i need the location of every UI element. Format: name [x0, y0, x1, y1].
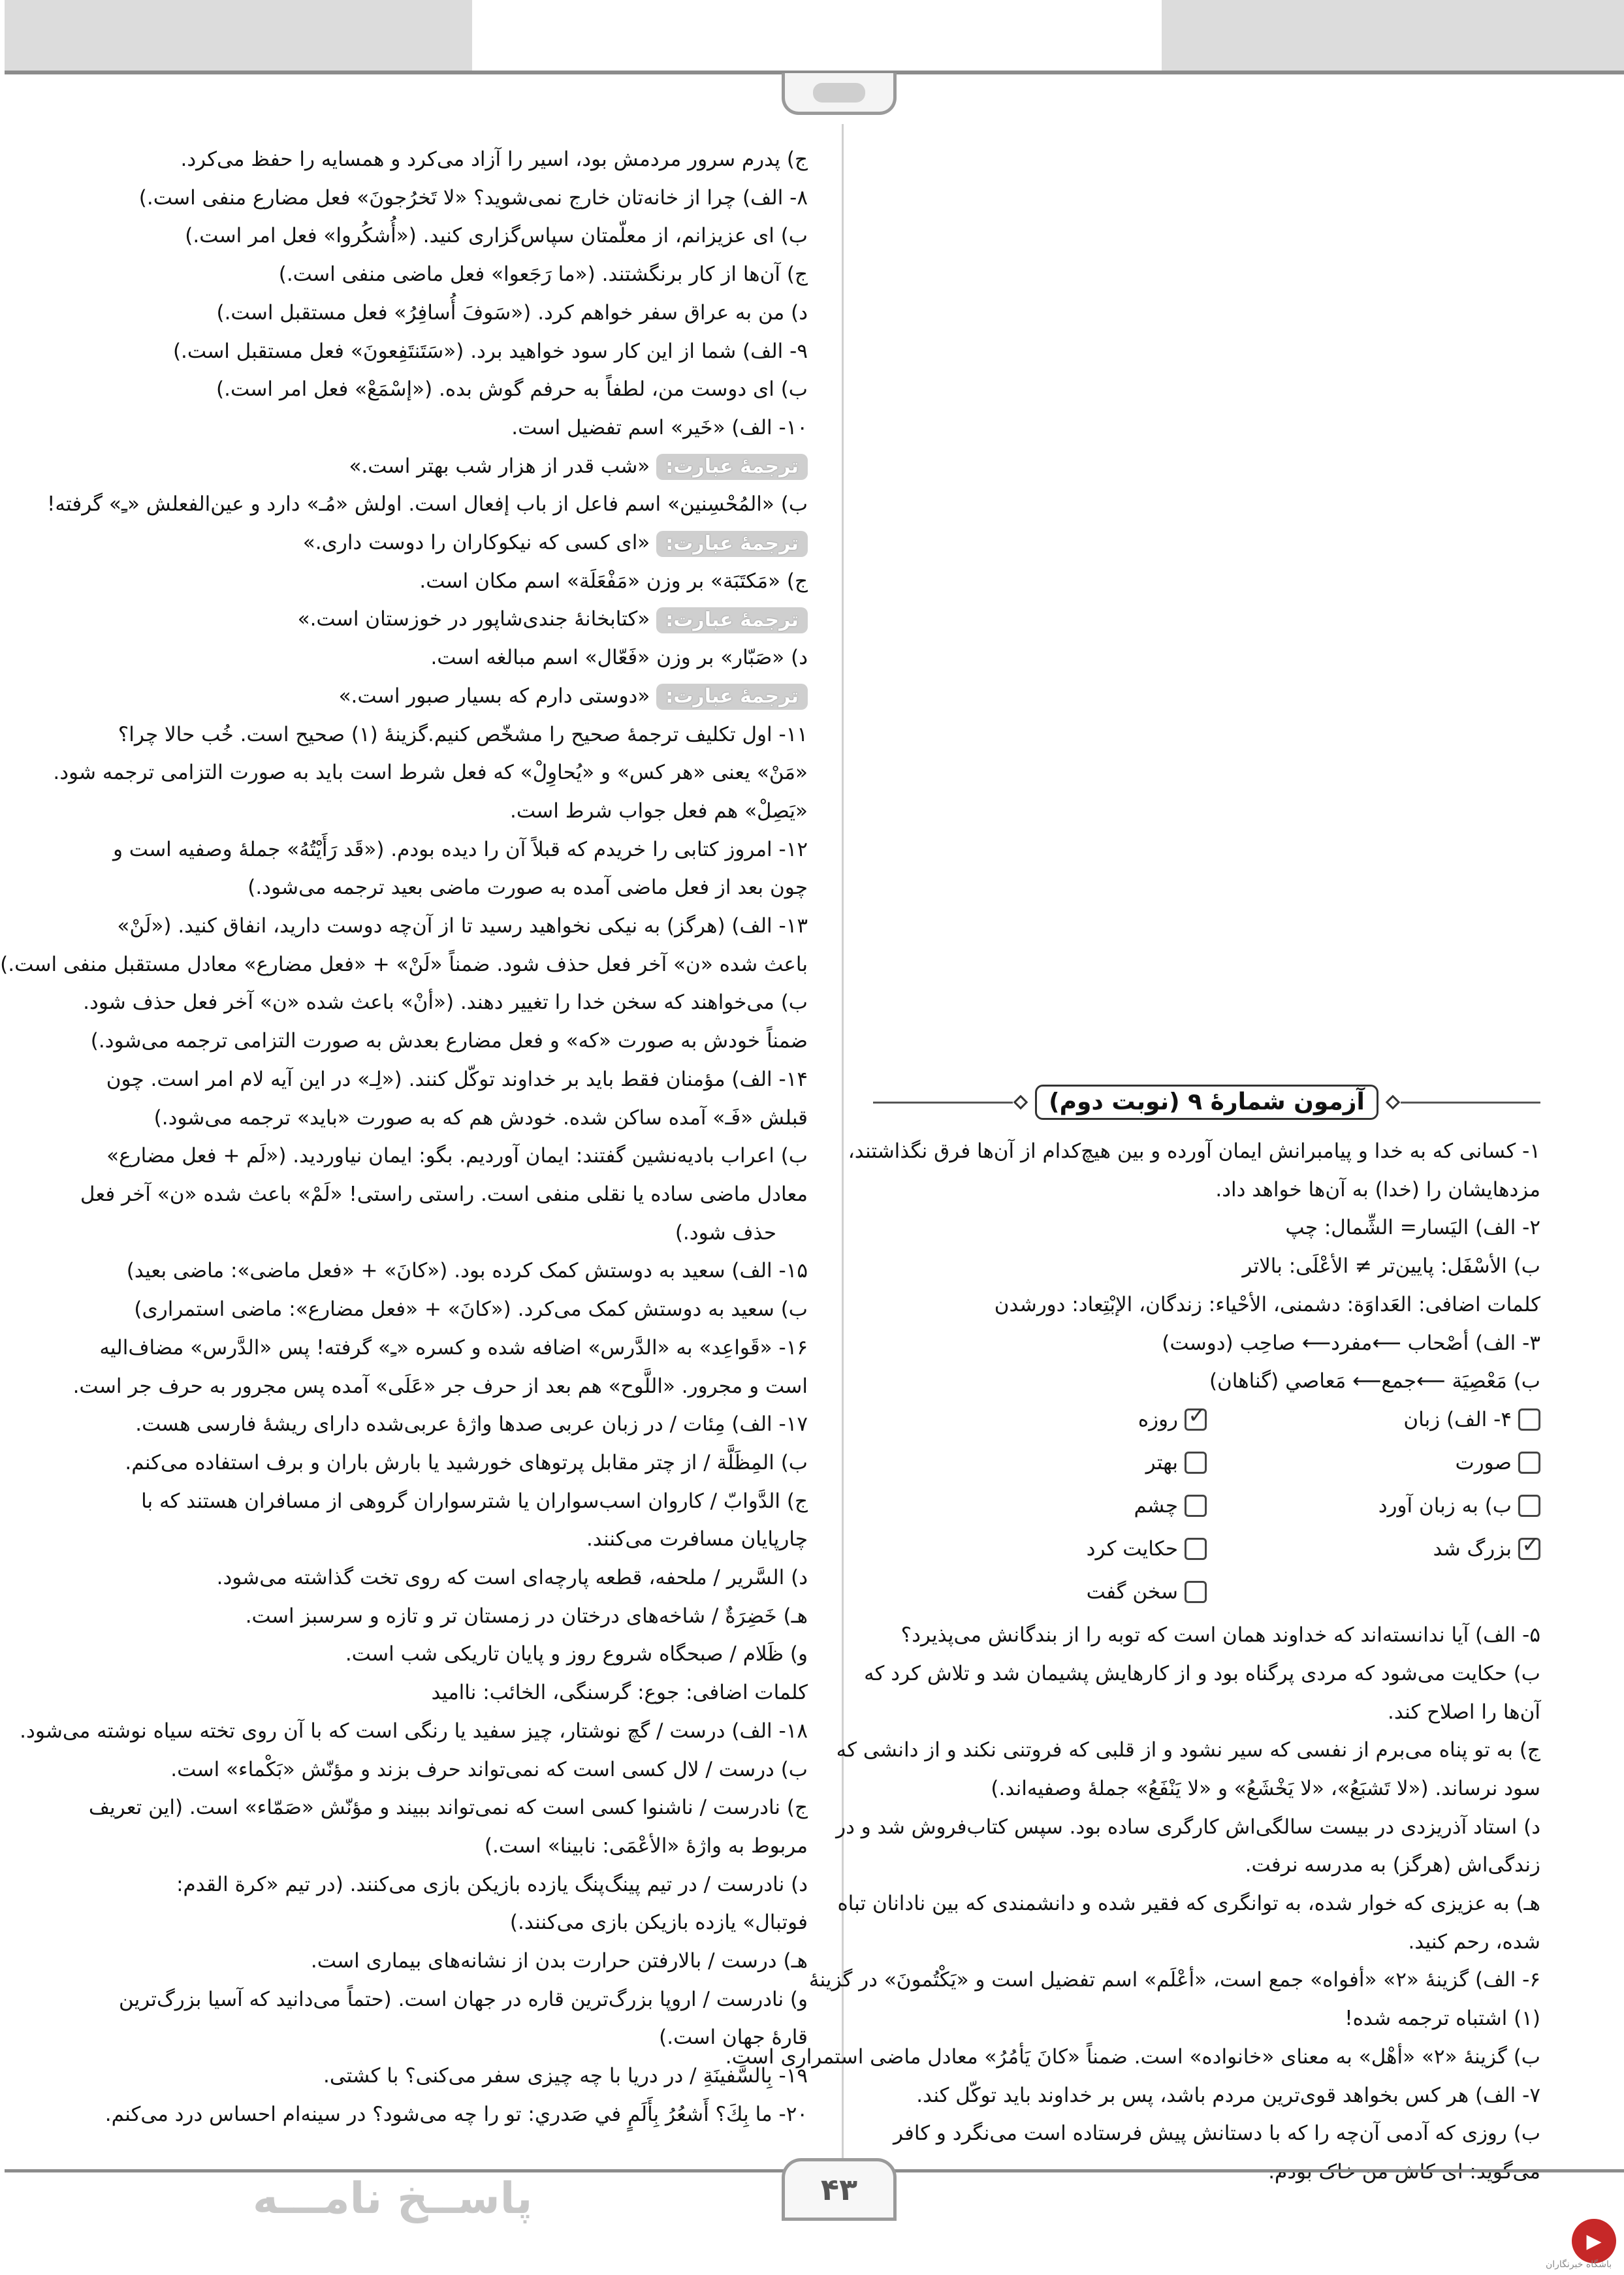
- right-line: [873, 1693, 1540, 1732]
- checkbox-label: سخن گفت: [1086, 1580, 1178, 1604]
- left-line: [91, 1444, 808, 1482]
- left-line-text: ج) «مَکتَبَة» بر وزن «مَفْعَلَة» اسم مکان است.: [419, 569, 808, 593]
- left-line-text: است و مجرور. «اللَّوح» هم بعد از حرف جر «عَلَی» آمده پس مجرور به حرف جر است.: [72, 1374, 808, 1398]
- checkbox-answers: [873, 1401, 1540, 1616]
- right-line-text: د) استاد آذریزدی در بیست سالگی‌اش کارگری ساده بود. سپس کتاب‌فروش شد و در: [836, 1815, 1540, 1839]
- left-line-text: ۱۲- امروز کتابی را خریدم که قبلاً آن را دیده بودم. («قَد رَأَیْتُهُ» جملهٔ وصفیه است و: [112, 837, 808, 861]
- left-line: [91, 332, 808, 371]
- left-line: [91, 409, 808, 447]
- left-line: [91, 2018, 808, 2057]
- right-line: [873, 1324, 1540, 1363]
- footer-brand: پاســخ نامـــه: [253, 2173, 533, 2223]
- right-line-text: آن‌ها را اصلاح کند.: [1388, 1700, 1540, 1724]
- right-line: [864, 1655, 1540, 1693]
- left-line: [83, 983, 808, 1022]
- left-line: [53, 754, 808, 792]
- left-line: [91, 1022, 808, 1060]
- left-line: [91, 1981, 808, 2019]
- checkbox-label: ب) به زبان آورد: [1378, 1494, 1512, 1518]
- right-line: [873, 1286, 1540, 1324]
- left-line-text: ج) پدرم سرور مردمش بود، اسیر را آزاد می‌کرد و همسایه را حفظ می‌کرد.: [180, 148, 808, 171]
- heading-rule-right: [1401, 1102, 1540, 1104]
- right-line: [873, 1846, 1540, 1885]
- right-line-text: ۳- الف) أصْحاب ⟵مفرد⟵ صاحِب (دوست): [1162, 1331, 1540, 1355]
- left-line-text: هـ) خَضِرَةٌ / شاخه‌های درختان در زمستان تر و تازه و سرسبز است.: [245, 1604, 808, 1628]
- checkbox-label: روزه: [1138, 1407, 1178, 1431]
- translation-tag: ترجمهٔ عبارت:: [656, 684, 808, 710]
- left-line: [91, 2057, 808, 2095]
- left-line-text: چون بعد از فعل ماضی آمده به صورت ماضی بعید ترجمه می‌شود.): [247, 876, 808, 900]
- translation-tag: ترجمهٔ عبارت:: [656, 454, 808, 480]
- left-line-text: ۱۰- الف) «خَیر» اسم تفضیل است.: [511, 415, 808, 439]
- right-line: [873, 1616, 1540, 1655]
- checkbox-label: ۴- الف) زبان: [1403, 1407, 1512, 1431]
- checkbox-answer: [1207, 1573, 1540, 1616]
- left-line-text: چارپایان مسافرت می‌کنند.: [586, 1527, 808, 1551]
- header-logo-tab: [782, 73, 897, 115]
- checkbox-answer: [1207, 1401, 1540, 1444]
- left-line-text: ج) نادرست / ناشنوا کسی است که نمی‌تواند ببیند و مؤنّش «صَمّاء» است. (این تعریف: [88, 1796, 808, 1820]
- header-logo-icon: [813, 83, 865, 103]
- left-line: [0, 946, 808, 984]
- checkbox-answer: [873, 1530, 1207, 1573]
- right-line-text: (۱) اشتباه ترجمه شده!: [1345, 2007, 1540, 2031]
- left-line: [91, 370, 808, 409]
- left-line: [91, 294, 808, 332]
- left-line: [91, 1290, 808, 1329]
- left-line: [91, 1405, 808, 1444]
- left-line-text: فوتبال» یازده بازیکن بازی می‌کنند.): [509, 1911, 808, 1935]
- watermark-logo-icon: ▶: [1572, 2219, 1616, 2263]
- left-line-text: «دوستی دارم که بسیار صبور است.»: [338, 684, 650, 708]
- left-line: [91, 447, 808, 486]
- right-line-text: ۶- الف) گزینهٔ «۲» «أفواه» جمع است، «أعْلَم» اسم تفضیل است و «یَکْتُمونَ» در گزینهٔ: [808, 1968, 1540, 1992]
- right-line-text: ۲- الف) الیَسار= الشِّمال: چپ: [1285, 1216, 1540, 1240]
- left-line-text: «یَصِلْ» هم فعل جواب شرط است.: [509, 799, 808, 823]
- right-line: [836, 1808, 1540, 1847]
- left-line-text: ب) اعراب بادیه‌نشین گفتند: ایمان آوردیم. بگو: ایمان نیاوردید. («لَم + فعل مضارع»: [106, 1144, 808, 1168]
- right-line-text: شده، رحم کنید.: [1408, 1930, 1540, 1954]
- right-line-text: ب) گزینهٔ «۲» «أهْل» به معنای «خانواده» است. ضمناً «کانَ یَأمُرُ» معادل ماضی استمراری است.: [725, 2044, 1540, 2069]
- left-line-text: «ای کسی که نیکوکاران را دوست داری.»: [302, 531, 650, 555]
- left-line: [91, 677, 808, 716]
- left-line-text: ۱۸- الف) درست / گچ نوشتار، چیز سفید یا رنگی است که با آن روی تخته سیاه نوشته می‌شود.: [20, 1719, 808, 1743]
- left-line: [91, 639, 808, 677]
- left-line-text: ب) «المُحْسِنین» اسم فاعل از باب إفعال است. اولش «مُـ» دارد و عین‌الفعلش «ـِ» گرفته!: [46, 492, 808, 517]
- right-line: [873, 1999, 1540, 2038]
- right-line-text: ۷- الف) هر کس بخواهد قوی‌ترین مردم باشد، پس بر خداوند باید توکّل کند.: [916, 2083, 1540, 2107]
- right-line: [873, 1171, 1540, 1209]
- exam-heading: [873, 1084, 1540, 1121]
- checkbox-label: حکایت کرد: [1086, 1537, 1178, 1561]
- top-gray-panel-left: [5, 0, 472, 71]
- right-line-text: ب) روزی که آدمی آن‌چه را که با دستانش پیش فرستاده است می‌نگرد و کافر: [893, 2122, 1540, 2146]
- right-line: [836, 1731, 1540, 1770]
- right-line-text: ۵- الف) آیا ندانسته‌اند که خداوند همان است که توبه را از بندگانش می‌پذیرد؟: [900, 1623, 1540, 1647]
- left-line: [91, 1099, 808, 1138]
- left-line: [91, 600, 808, 639]
- left-line-text: «شب قدر از هزار شب بهتر است.»: [349, 454, 650, 478]
- right-line-text: کلمات اضافی: العَداوَة: دشمنی، الأحْیاء: زندگان، الإبْتِعاد: دورشدن: [994, 1292, 1540, 1316]
- right-line: [873, 1770, 1540, 1808]
- left-line-text: ب) المِظَلَّة / از چتر مقابل پرتوهای خورشید یا بارش باران و برف استفاده می‌کنم.: [125, 1450, 808, 1474]
- empty-box-icon: [1185, 1495, 1207, 1517]
- left-line-text: ۱۹- بِالسَّفینَةِ / در دریا با چه چیزی سفر می‌کنی؟ با کشتی.: [323, 2064, 808, 2088]
- left-line-text: ب) ای دوست من، لطفاً به حرفم گوش بده. («إسْمَعْ» فعل امر است.): [216, 377, 808, 402]
- left-line: [91, 907, 808, 946]
- left-line-text: قارهٔ جهان است.): [659, 2026, 808, 2050]
- left-line: [80, 1175, 808, 1214]
- left-line-text: ب) سعید به دوستش کمک می‌کرد. («کانَ» + «فعل مضارع»: ماضی استمراری): [134, 1297, 808, 1322]
- right-line-text: زندگی‌اش (هرگز) به مدرسه نرفت.: [1245, 1853, 1540, 1877]
- checkbox-answer: [873, 1487, 1207, 1530]
- left-line-text: ب) درست / لال کسی است که نمی‌تواند حرف بزند و مؤنّش «بَکْماء» است.: [170, 1757, 808, 1781]
- right-line: [848, 1132, 1540, 1171]
- column-divider: [842, 124, 844, 2168]
- left-line-text: ۱۶- «قَواعِد» به «الدَّرس» اضافه شده و کسره «ـِ» گرفته! پس «الدَّرس» مضاف‌الیه: [99, 1335, 808, 1360]
- left-line-text: و) نادرست / اروپا بزرگ‌ترین قاره در جهان است. (حتماً می‌دانید که آسیا بزرگ‌ترین: [119, 1987, 808, 2011]
- left-line: [91, 1482, 808, 1521]
- checked-box-icon: [1518, 1538, 1540, 1560]
- left-line: [91, 1674, 808, 1712]
- left-line-text: د) نادرست / در تیم پینگ‌پنگ یازده بازیکن بازی می‌کنند. (در تیم «کرة القدم:: [176, 1872, 808, 1896]
- left-line-text: کلمات اضافی: جوع: گرسنگی، الخائب: ناامید: [431, 1681, 808, 1705]
- empty-box-icon: [1185, 1538, 1207, 1560]
- left-line: [91, 1520, 808, 1559]
- left-line-text: ۱۵- الف) سعید به دوستش کمک کرده بود. («کانَ» + «فعل ماضی»: ماضی بعید): [126, 1259, 808, 1283]
- left-line-text: ب) ای عزیزانم، از معلّمتان سپاس‌گزاری کنید. («أُشکُروا» فعل امر است.): [185, 224, 808, 248]
- left-line: [91, 562, 808, 601]
- translation-tag: ترجمهٔ عبارت:: [656, 531, 808, 557]
- empty-box-icon: [1518, 1452, 1540, 1474]
- left-line-text: «مَنْ» یعنی «هر کس» و «یُحاوِلْ» که فعل شرط است باید به صورت التزامی ترجمه شود.: [53, 761, 808, 785]
- right-line: [873, 1362, 1540, 1401]
- left-line-text: د) «صَبّار» بر وزن «فَعّال» اسم مبالغه است.: [430, 646, 808, 670]
- checkbox-answer: [873, 1401, 1207, 1444]
- translation-tag: ترجمهٔ عبارت:: [656, 607, 808, 633]
- left-line: [91, 1751, 808, 1789]
- left-line-text: باعث شده «ن» آخر فعل حذف شود. ضمناً «لَنْ» + «فعل مضارع» معادل مستقبل منفی است.): [0, 952, 808, 976]
- checkbox-answer: [873, 1444, 1207, 1487]
- left-line-text: ج) آن‌ها از کار برنگشتند. («ما رَجَعوا» فعل ماضی منفی است.): [278, 262, 808, 287]
- right-line: [873, 1923, 1540, 1962]
- left-line-text: ب) می‌خواهند که سخن خدا را تغییر دهند. («أنْ» باعث شده «ن» آخر فعل حذف شود.: [83, 991, 808, 1015]
- left-line: [88, 1789, 808, 1827]
- right-line: [873, 2114, 1540, 2153]
- checkbox-answer: [1207, 1444, 1540, 1487]
- checkbox-answer: [873, 1573, 1207, 1616]
- left-line: [20, 1712, 808, 1751]
- empty-box-icon: [1185, 1452, 1207, 1474]
- left-line-text: «کتابخانهٔ جندی‌شاپور در خوزستان است.»: [297, 607, 650, 631]
- empty-box-icon: [1518, 1495, 1540, 1517]
- left-line: [91, 1329, 808, 1367]
- left-line-text: ۱۱- اول تکلیف ترجمهٔ صحیح را مشخّص کنیم.گزینهٔ (۱) صحیح است. خُب حالا چرا؟: [118, 722, 808, 746]
- left-line: [46, 485, 808, 524]
- left-line: [91, 1214, 808, 1252]
- left-line: [91, 217, 808, 255]
- left-line-text: ۲۰- ما بِكَ؟ أَشعُرُ بِأَلَمٍ في صَدري: تو را چه می‌شود؟ در سینه‌ام احساس درد می‌کنم.: [104, 2102, 808, 2126]
- left-line: [91, 179, 808, 217]
- left-line-text: و) ظَلام / صبحگاه شروع روز و پایان تاریکی شب است.: [345, 1642, 808, 1666]
- heading-diamond-right-icon: [1386, 1095, 1401, 1110]
- right-column-before: [848, 1132, 1540, 1401]
- left-line: [91, 1559, 808, 1597]
- top-gray-panel-right: [1162, 0, 1624, 71]
- left-line-text: ۱۳- الف) (هرگز) به نیکی نخواهید رسید تا از آن‌چه دوست دارید، انفاق کنید. («لَنْ»: [117, 914, 808, 938]
- checkbox-label: بهتر: [1145, 1450, 1178, 1474]
- left-line: [91, 1903, 808, 1942]
- left-line: [91, 524, 808, 562]
- left-line: [91, 792, 808, 831]
- checked-box-icon: [1185, 1408, 1207, 1431]
- watermark-text: باشگاه خبرنگاران: [1546, 2259, 1612, 2270]
- left-line-text: قبلش «فَـ» آمده ساکن شده. خودش هم که به صورت «باید» ترجمه می‌شود.): [153, 1106, 808, 1130]
- left-line-text: د) السَّریر / ملحفه، قطعه پارچه‌ای است که روی تخت گذاشته می‌شود.: [216, 1566, 808, 1590]
- left-line: [91, 1597, 808, 1636]
- right-line-text: ب) حکایت می‌شود که مردی پرگناه بود و از کارهایش پشیمان شد و تلاش کرد که: [864, 1661, 1540, 1685]
- left-line: [91, 1866, 808, 1904]
- checkbox-answer: [1207, 1487, 1540, 1530]
- empty-box-icon: [1185, 1581, 1207, 1603]
- left-line-text: د) من به عراق سفر خواهم کرد. («سَوفَ أُسافِرُ» فعل مستقبل است.): [216, 300, 808, 325]
- left-line-text: معادل ماضی ساده یا نقلی منفی است. راستی راستی! «لَمْ» باعث شده «ن» آخر فعل: [80, 1182, 808, 1206]
- left-line-text: ضمناً خودش به صورت «که» و فعل مضارع بعدش به صورت التزامی ترجمه می‌شود.): [90, 1029, 808, 1053]
- left-line: [72, 1367, 808, 1406]
- checkbox-answer: [1207, 1530, 1540, 1573]
- left-line-text: ۹- الف) شما از این کار سود خواهید برد. («سَتَنتَفِعونَ» فعل مستقبل است.): [172, 339, 808, 363]
- right-line: [837, 1885, 1540, 1923]
- left-line: [91, 1137, 808, 1175]
- left-line: [91, 1635, 808, 1674]
- heading-rule-left: [873, 1102, 1013, 1104]
- right-line: [873, 1247, 1540, 1286]
- left-line-text: حذف شود.): [675, 1220, 776, 1245]
- left-line: [91, 831, 808, 869]
- checkbox-label: بزرگ شد: [1433, 1537, 1512, 1561]
- empty-box-icon: [1518, 1408, 1540, 1431]
- left-column: [0, 140, 808, 2134]
- left-line: [91, 140, 808, 179]
- left-line: [91, 1942, 808, 1981]
- heading-diamond-left-icon: [1013, 1095, 1028, 1110]
- right-line-text: ب) الأسْفَل: پایین‌تر ≠ الأعْلَی: بالاتر: [1242, 1254, 1540, 1279]
- left-line: [91, 1060, 808, 1099]
- left-line: [91, 1252, 808, 1290]
- checkbox-label: چشم: [1134, 1494, 1178, 1518]
- left-line-text: مربوط به واژهٔ «الأعْمَی: نابینا» است.): [484, 1834, 808, 1858]
- exam-heading-title: آزمون شمارهٔ ۹ (نوبت دوم): [1035, 1085, 1378, 1120]
- right-line: [873, 1209, 1540, 1247]
- left-line: [91, 255, 808, 294]
- left-line: [91, 868, 808, 907]
- right-line-text: سود نرساند. («لا تَشبَعُ»، «لا یَخْشَعُ» و «لا یَنْفَعُ» جملهٔ وصفیه‌اند.): [991, 1776, 1540, 1800]
- left-line-text: ۱۷- الف) مِئات / در زبان عربی صدها واژهٔ عربی‌شده دارای ریشهٔ فارسی هست.: [135, 1412, 808, 1437]
- left-line: [91, 2095, 808, 2134]
- right-line: [725, 2038, 1540, 2076]
- left-line: [91, 716, 808, 754]
- right-line-text: هـ) به عزیزی که خوار شده، به توانگری که فقیر شده و دانشمندی که بین نادانان تباه: [837, 1892, 1540, 1916]
- right-line-text: ج) به تو پناه می‌برم از نفسی که سیر نشود و از قلبی که فروتنی نکند و از دانشی که: [836, 1738, 1540, 1762]
- left-line-text: هـ) درست / بالارفتن حرارت بدن از نشانه‌های بیماری است.: [310, 1949, 808, 1973]
- checkbox-label: صورت: [1455, 1450, 1512, 1474]
- right-line-text: ب) مَعْصِيَة ⟵جمع⟵ مَعاصي (گناهان): [1209, 1369, 1540, 1393]
- left-line: [91, 1827, 808, 1866]
- right-line-text: ۱- کسانی که به خدا و پیامبرانش ایمان آورده و بین هیچ‌کدام از آن‌ها فرق نگذاشتند،: [848, 1139, 1540, 1163]
- right-line: [873, 2076, 1540, 2115]
- left-line-text: ۸- الف) چرا از خانه‌تان خارج نمی‌شوید؟ «لا تَخرُجونَ» فعل مضارع منفی است.): [138, 185, 808, 210]
- page-number: ۴۳: [782, 2158, 897, 2221]
- left-line-text: ج) الدَّوابّ / کاروان اسب‌سواران یا شترسواران گروهی از مسافران هستند که با: [141, 1489, 808, 1513]
- left-line-text: ۱۴- الف) مؤمنان فقط باید بر خداوند توکّل کنند. («لِـ» در این آیه لام امر است. چون: [106, 1067, 808, 1091]
- right-line-text: مزدهایشان را (خدا) به آن‌ها خواهد داد.: [1215, 1177, 1540, 1201]
- right-line: [808, 1961, 1540, 1999]
